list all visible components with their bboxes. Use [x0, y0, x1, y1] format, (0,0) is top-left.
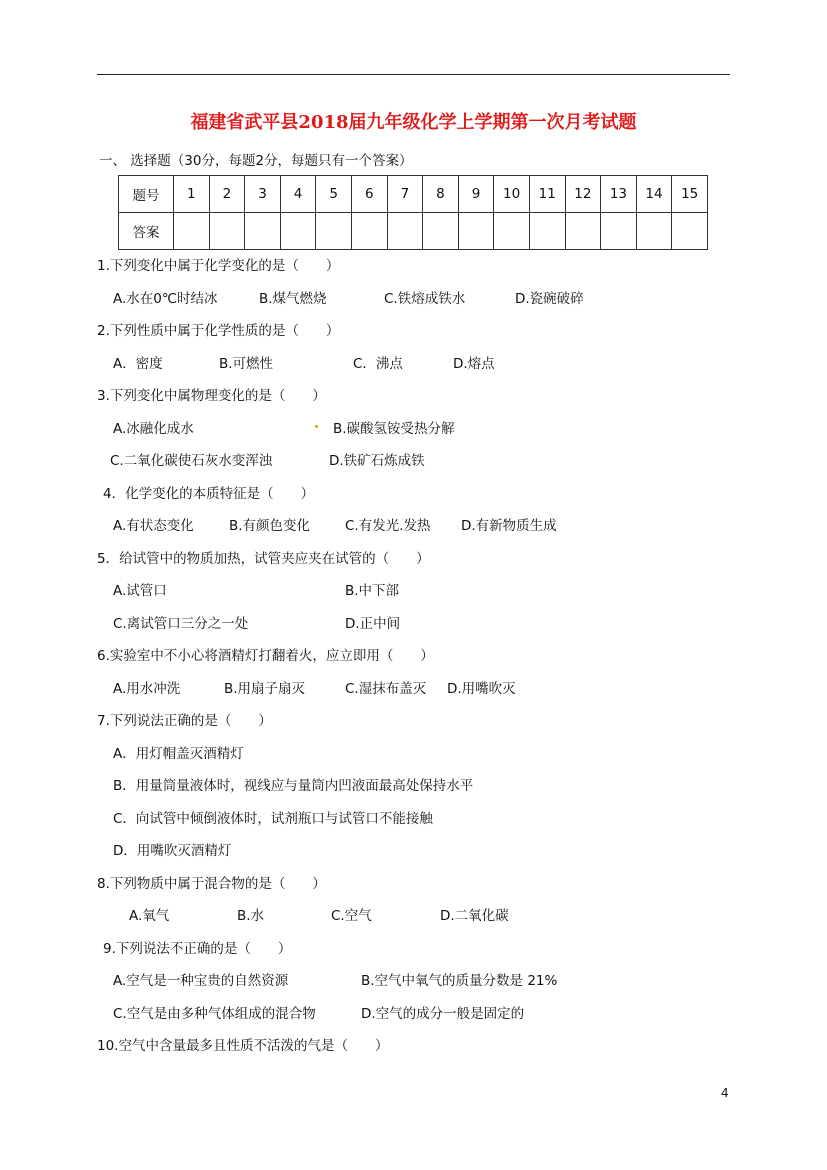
question-9-option-c: C.空气是由多种气体组成的混合物: [113, 1006, 316, 1022]
question-4-option-a: A.有状态变化: [113, 518, 194, 534]
question-1-option-a: A.水在0℃时结冰: [113, 291, 218, 307]
table-row-numbers: [119, 176, 708, 213]
question-2-option-c: C．沸点: [353, 356, 403, 372]
question-number-cell: 15: [672, 176, 708, 213]
question-1-stem: 1.下列变化中属于化学变化的是（ ）: [97, 258, 340, 274]
question-number-cell: 9: [458, 176, 494, 213]
question-9-option-d: D.空气的成分一般是固定的: [361, 1006, 525, 1022]
question-2-option-b: B.可燃性: [219, 356, 274, 372]
question-number-cell: 10: [494, 176, 530, 213]
question-5-option-c: C.离试管口三分之一处: [113, 616, 249, 632]
answer-cell[interactable]: [351, 213, 387, 250]
answer-cell[interactable]: [565, 213, 601, 250]
answer-cell[interactable]: [529, 213, 565, 250]
answer-cell[interactable]: [494, 213, 530, 250]
document-title: 福建省武平县2018届九年级化学上学期第一次月考试题: [190, 112, 637, 133]
section-heading: 一、 选择题（30分，每题2分，每题只有一个答案）: [99, 153, 413, 169]
question-10-stem: 10.空气中含量最多且性质不活泼的气是（ ）: [97, 1038, 389, 1054]
answer-cell[interactable]: [245, 213, 281, 250]
header-rule: [97, 74, 730, 75]
question-9-stem: 9.下列说法不正确的是（ ）: [103, 941, 292, 957]
question-3-option-a: A.冰融化成水: [113, 421, 194, 437]
answer-cell[interactable]: [209, 213, 245, 250]
question-8-option-d: D.二氧化碳: [440, 908, 509, 924]
question-3-stem: 3.下列变化中属物理变化的是（ ）: [97, 388, 326, 404]
question-8-option-a: A.氧气: [129, 908, 170, 924]
question-1-option-d: D.瓷碗破碎: [515, 291, 584, 307]
question-number-cell: 14: [636, 176, 672, 213]
question-number-cell: 2: [209, 176, 245, 213]
question-number-cell: 4: [280, 176, 316, 213]
answer-cell[interactable]: [316, 213, 352, 250]
table-row-answers: [119, 213, 708, 250]
question-2-option-d: D.熔点: [453, 356, 495, 372]
question-9-option-b: B.空气中氧气的质量分数是 21%: [361, 973, 558, 989]
question-5-option-b: B.中下部: [345, 583, 400, 599]
question-number-cell: 5: [316, 176, 352, 213]
question-4-option-b: B.有颜色变化: [229, 518, 311, 534]
question-4-stem: 4．化学变化的本质特征是（ ）: [103, 486, 315, 502]
answer-cell[interactable]: [601, 213, 637, 250]
question-number-cell: 13: [601, 176, 637, 213]
question-5-stem: 5．给试管中的物质加热，试管夹应夹在试管的（ ）: [97, 551, 430, 567]
question-3-option-b: B.碳酸氢铵受热分解: [333, 421, 455, 437]
question-number-cell: 6: [351, 176, 387, 213]
question-4-option-d: D.有新物质生成: [461, 518, 557, 534]
answer-cell[interactable]: [636, 213, 672, 250]
question-2-stem: 2.下列性质中属于化学性质的是（ ）: [97, 323, 340, 339]
answer-table: [118, 175, 708, 250]
answer-cell[interactable]: [387, 213, 423, 250]
question-7-option-b: B．用量筒量液体时，视线应与量筒内凹液面最高处保持水平: [113, 778, 474, 794]
question-6-option-a: A.用水冲洗: [113, 681, 181, 697]
table-header-cell: 题号: [119, 176, 174, 213]
table-header-cell: 答案: [119, 213, 174, 250]
answer-cell[interactable]: [280, 213, 316, 250]
question-9-option-a: A.空气是一种宝贵的自然资源: [113, 973, 289, 989]
question-5-option-a: A.试管口: [113, 583, 167, 599]
question-8-option-b: B.水: [237, 908, 265, 924]
answer-cell[interactable]: [458, 213, 494, 250]
question-7-stem: 7.下列说法正确的是（ ）: [97, 713, 272, 729]
question-number-cell: 3: [245, 176, 281, 213]
question-3-option-c: C.二氧化碳使石灰水变浑浊: [110, 453, 273, 469]
question-number-cell: 1: [174, 176, 210, 213]
question-7-option-a: A．用灯帽盖灭酒精灯: [113, 746, 244, 762]
question-6-option-c: C.湿抹布盖灭: [345, 681, 427, 697]
question-6-option-d: D.用嘴吹灭: [447, 681, 516, 697]
question-number-cell: 8: [423, 176, 459, 213]
question-6-stem: 6.实验室中不小心将酒精灯打翻着火，应立即用（ ）: [97, 648, 434, 664]
question-1-option-b: B.煤气燃烧: [259, 291, 327, 307]
question-2-option-a: A．密度: [113, 356, 163, 372]
question-number-cell: 12: [565, 176, 601, 213]
question-7-option-d: D．用嘴吹灭酒精灯: [113, 843, 232, 859]
stray-mark: [315, 425, 318, 428]
question-number-cell: 7: [387, 176, 423, 213]
answer-cell[interactable]: [174, 213, 210, 250]
page-number: 4: [721, 1086, 729, 1100]
question-1-option-c: C.铁熔成铁水: [384, 291, 466, 307]
question-number-cell: 11: [529, 176, 565, 213]
question-6-option-b: B.用扇子扇灭: [224, 681, 306, 697]
question-3-option-d: D.铁矿石炼成铁: [329, 453, 425, 469]
question-5-option-d: D.正中间: [345, 616, 401, 632]
question-8-option-c: C.空气: [331, 908, 372, 924]
question-8-stem: 8.下列物质中属于混合物的是（ ）: [97, 876, 326, 892]
question-7-option-c: C．向试管中倾倒液体时，试剂瓶口与试管口不能接触: [113, 811, 433, 827]
answer-cell[interactable]: [672, 213, 708, 250]
question-4-option-c: C.有发光.发热: [345, 518, 431, 534]
answer-cell[interactable]: [423, 213, 459, 250]
